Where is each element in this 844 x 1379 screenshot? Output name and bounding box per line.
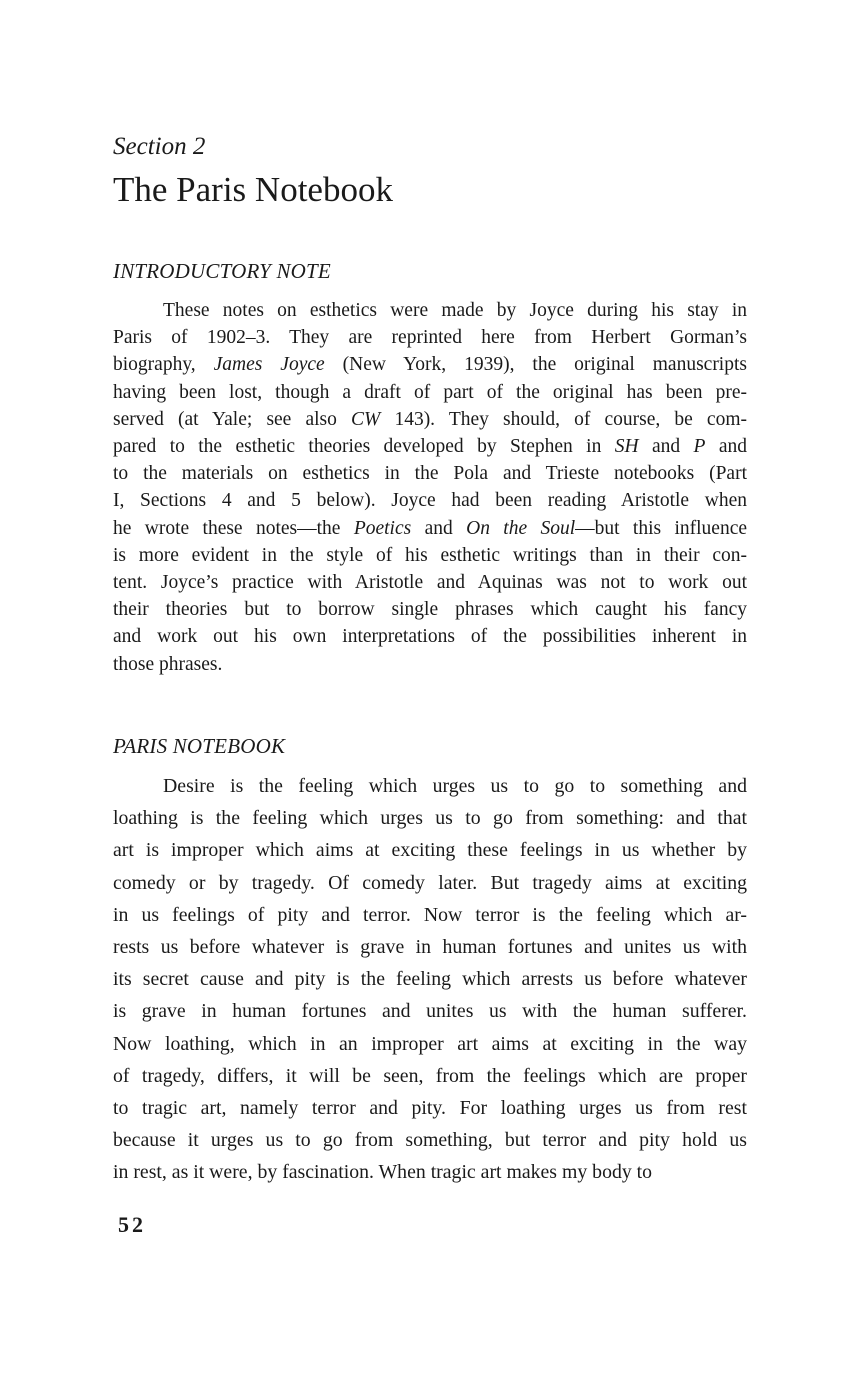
text-line — [113, 542, 747, 569]
text-run: to the materials on esthetics in the Pola and Trieste notebooks (Part — [113, 463, 747, 485]
text-run: and — [705, 436, 748, 458]
text-line — [113, 406, 747, 433]
text-line — [113, 297, 747, 324]
text-run: 143). They should, of course, be com- — [380, 408, 747, 430]
text-line — [113, 1092, 747, 1124]
introductory-note-paragraph — [113, 297, 747, 678]
paris-notebook-paragraph — [113, 770, 747, 1189]
text-run: served (at Yale; see also — [113, 408, 352, 430]
chapter-title: The Paris Notebook — [113, 170, 393, 209]
text-line — [113, 834, 747, 866]
text-run: of tragedy, differs, it will be seen, from the feelings which are proper — [113, 1064, 747, 1087]
text-line — [113, 379, 747, 406]
text-line — [113, 651, 747, 678]
text-run: pared to the esthetic theories developed by Stephen in — [113, 436, 615, 458]
section-label: Section 2 — [113, 133, 206, 160]
text-line — [113, 770, 747, 802]
introductory-note-heading: INTRODUCTORY NOTE — [113, 259, 331, 283]
text-run: and — [638, 436, 694, 458]
text-run: loathing is the feeling which urges us to go from something: and that — [113, 807, 747, 830]
text-run: comedy or by tragedy. Of comedy later. But tragedy aims at exciting — [113, 871, 747, 894]
text-line — [113, 1156, 747, 1188]
text-line — [113, 596, 747, 623]
text-run: art is improper which aims at exciting these feelings in us whether by — [113, 839, 747, 862]
text-line — [113, 899, 747, 931]
text-run: because it urges us to go from something, but terror and pity hold us — [113, 1129, 747, 1152]
text-line — [113, 460, 747, 487]
text-line — [113, 1060, 747, 1092]
text-run: tent. Joyce’s practice with Aristotle and Aquinas was not to work out — [113, 572, 747, 594]
text-line — [113, 931, 747, 963]
text-run: is grave in human fortunes and unites us with the human sufferer. — [113, 1000, 747, 1023]
italic-text: P — [693, 436, 706, 458]
text-run: is more evident in the style of his esthetic writings than in their con- — [113, 544, 747, 566]
text-run: (New York, 1939), the original manuscripts — [324, 354, 747, 376]
text-run: its secret cause and pity is the feeling which arrests us before whatever — [113, 968, 747, 991]
text-run: in us feelings of pity and terror. Now terror is the feeling which ar- — [113, 903, 747, 926]
text-line — [113, 324, 747, 351]
text-line — [113, 1124, 747, 1156]
text-run: to tragic art, namely terror and pity. For loathing urges us from rest — [113, 1097, 747, 1120]
text-run: in rest, as it were, by fascination. When tragic art makes my body to — [113, 1161, 653, 1184]
text-line — [113, 995, 747, 1027]
text-line — [113, 569, 747, 596]
text-run: having been lost, though a draft of part of the original has been pre- — [113, 381, 747, 403]
text-run: These notes on esthetics were made by Joyce during his stay in — [163, 300, 747, 321]
text-run: and — [411, 517, 467, 539]
text-run: biography, — [113, 354, 214, 376]
text-line — [113, 1028, 747, 1060]
text-line — [113, 487, 747, 514]
text-run: Paris of 1902–3. They are reprinted here from Herbert Gorman’s — [113, 327, 747, 349]
italic-text: CW — [351, 408, 381, 430]
text-run: Desire is the feeling which urges us to go to something and — [163, 775, 747, 797]
text-line — [113, 351, 747, 378]
text-run: those phrases. — [113, 653, 223, 675]
text-line — [113, 802, 747, 834]
text-line — [113, 963, 747, 995]
italic-text: SH — [614, 436, 639, 458]
italic-text: James Joyce — [213, 354, 325, 376]
italic-text: Poetics — [353, 517, 412, 539]
text-run: their theories but to borrow single phrases which caught his fancy — [113, 599, 747, 621]
text-line — [113, 623, 747, 650]
page-number: 52 — [118, 1212, 146, 1237]
text-line — [113, 433, 747, 460]
text-run: and work out his own interpretations of the possibilities inherent in — [113, 626, 747, 648]
text-run: Now loathing, which in an improper art aims at exciting in the way — [113, 1032, 747, 1055]
text-line — [113, 867, 747, 899]
italic-text: On the Soul — [466, 517, 576, 539]
text-run: rests us before whatever is grave in human fortunes and unites us with — [113, 936, 747, 959]
text-run: he wrote these notes—the — [113, 517, 354, 539]
text-line — [113, 515, 747, 542]
text-run: —but this influence — [575, 517, 748, 539]
paris-notebook-heading: PARIS NOTEBOOK — [113, 734, 286, 758]
text-run: I, Sections 4 and 5 below). Joyce had been reading Aristotle when — [113, 490, 747, 512]
